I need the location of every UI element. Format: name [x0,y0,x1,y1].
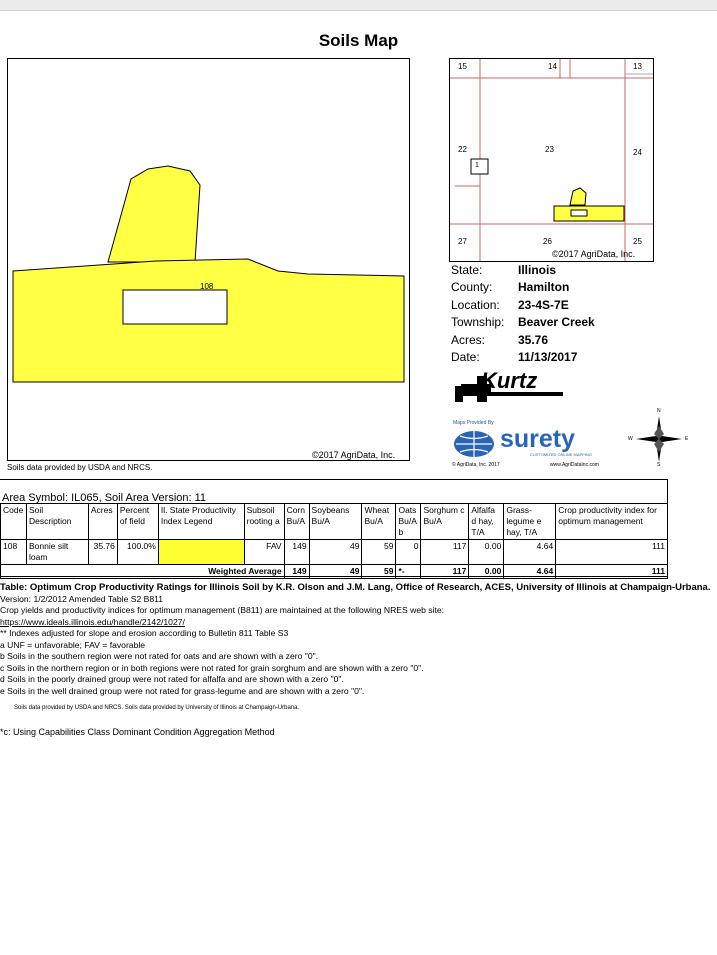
note-source: Soils data provided by USDA and NRCS. Soils data provided by University of Illinois at Champaign-Urbana. [14,705,300,711]
note-a: a UNF = unfavorable; FAV = favorable [0,639,146,650]
note-b: b Soils in the southern region were not rated for oats and are shown with a zero "0". [0,651,319,661]
kurtz-logo [455,368,565,406]
soil-unit-label: 108 [200,282,214,291]
surety-wordmark: surety [500,425,576,453]
soils-map-svg [8,59,409,460]
cell-subsoil: FAV [244,540,284,565]
col-header: Corn Bu/A [284,504,309,540]
info-value: Beaver Creek [518,315,595,330]
section-15: 15 [458,62,467,71]
col-header: Sorghum c Bu/A [421,504,469,540]
section-23: 23 [545,145,554,154]
cell-acres: 35.76 [88,540,117,565]
section-22: 22 [458,145,467,154]
cell-cpi: 111 [556,540,668,565]
browser-toolbar [0,0,717,11]
cell-alfalfa: 0.00 [469,540,504,565]
col-header: Subsoil rooting a [244,504,284,540]
col-header: Soybeans Bu/A [309,504,362,540]
section-24: 24 [633,148,642,157]
note-c-method: *c: Using Capabilities Class Dominant Condition Aggregation Method [0,726,275,737]
col-header: Wheat Bu/A [362,504,396,540]
cell-grass: 4.64 [504,540,556,565]
cell-sorghum: 117 [421,540,469,565]
weighted-alfalfa: 0.00 [469,565,504,579]
info-label: Date: [451,350,480,365]
section-27: 27 [458,237,467,246]
agridata-url: www.AgriDataInc.com [550,462,599,468]
info-row [451,314,595,331]
kurtz-wordmark: Kurtz [481,368,538,393]
maps-provided-by: Maps Provided By [453,420,494,426]
info-value: 23-4S-7E [518,297,569,312]
info-label: Location: [451,297,500,312]
section-25: 25 [633,237,642,246]
soil-table [0,503,668,579]
col-header: Oats Bu/A b [396,504,421,540]
surety-logo [450,420,618,470]
info-row [451,262,595,279]
info-row [451,297,595,314]
info-value: Hamilton [518,280,570,295]
page-title: Soils Map [318,31,399,50]
location-info [451,262,595,366]
globe-icon [452,429,496,459]
compass-w: W [628,436,633,442]
info-value: Illinois [518,263,557,277]
weighted-label: Weighted Average [1,565,285,579]
col-header: Grass-legume e hay, T/A [504,504,556,540]
nres-link[interactable]: https://www.ideals.illinois.edu/handle/2142/1027/ [0,616,185,627]
info-label: State: [451,263,483,277]
surety-tagline: CUSTOMIZED ONLINE MAPPING [530,452,592,457]
note-c: c Soils in the northern region or in both regions were not rated for grain sorghum and are shown with a zero "0". [0,662,424,673]
table-title: Table: Optimum Crop Productivity Ratings for Illinois Soil by K.R. Olson and J.M. Lang, Office of Research, ACES, University of Illinois at Champaign-Urbana. [0,582,711,593]
locator-marker: 1 [475,162,479,169]
compass-rose-icon [628,410,690,468]
section-26: 26 [543,237,552,246]
info-row [451,349,595,366]
note-adjusted: ** Indexes adjusted for slope and erosion according to Bulletin 811 Table S3 [0,628,289,638]
col-header: Soil Description [26,504,88,540]
weighted-oats: *- [396,565,421,579]
area-symbol: Area Symbol: IL065, Soil Area Version: 11 [2,492,207,504]
section-14: 14 [548,62,557,71]
table-version: Version: 1/2/2012 Amended Table S2 B811 [0,593,164,604]
info-label: Township: [451,315,505,330]
locator-map [449,58,654,262]
compass-n: N [657,408,661,414]
info-label: County: [451,280,493,295]
map-copyright: ©2017 AgriData, Inc. [312,450,396,460]
info-row [451,279,595,296]
col-header: Crop productivity index for optimum management [556,504,668,540]
info-value: 11/13/2017 [518,350,578,365]
cell-oats: 0 [396,540,421,565]
info-row [451,332,595,349]
note-maintained: Crop yields and productivity indices for optimum management (B811) are maintained at the following NRES web site: [0,605,445,615]
cell-legend-swatch [158,540,244,565]
weighted-wheat: 59 [362,565,396,579]
col-header: Acres [88,504,117,540]
col-header: Il. State Productivity Index Legend [158,504,244,540]
table-header-row [1,504,668,540]
cell-soybeans: 49 [309,540,362,565]
soils-map [7,58,410,461]
weighted-cpi: 111 [556,565,668,579]
table-citation [0,582,717,605]
col-header: Alfalfa d hay, T/A [469,504,504,540]
section-13: 13 [633,62,642,71]
weighted-corn: 149 [284,565,309,579]
weighted-average-row [1,565,668,579]
cell-percent: 100.0% [117,540,158,565]
agridata-small: © AgriData, Inc. 2017 [452,462,500,468]
compass-e: E [685,436,689,442]
locator-map-svg [450,59,653,261]
col-header: Code [1,504,27,540]
weighted-soybeans: 49 [309,565,362,579]
cell-wheat: 59 [362,540,396,565]
info-value: 35.76 [518,332,549,347]
table-row [1,540,668,565]
table-notes [0,582,717,738]
note-d: d Soils in the poorly drained group were not rated for alfalfa and are shown with a zero "0". [0,674,344,684]
note-e: e Soils in the well drained group were not rated for grass-legume and are shown with a zero "0". [0,685,365,696]
locator-copyright: ©2017 AgriData, Inc. [552,249,636,259]
map-source: Soils data provided by USDA and NRCS. [7,463,153,472]
weighted-sorghum: 117 [421,565,469,579]
cell-soil-desc: Bonnie silt loam [26,540,88,565]
cell-corn: 149 [284,540,309,565]
info-label: Acres: [451,332,486,347]
col-header: Percent of field [117,504,158,540]
soil-polygon-north [108,166,200,262]
excluded-area [123,290,227,324]
cell-code: 108 [1,540,27,565]
weighted-grass: 4.64 [504,565,556,579]
compass-s: S [657,462,661,468]
